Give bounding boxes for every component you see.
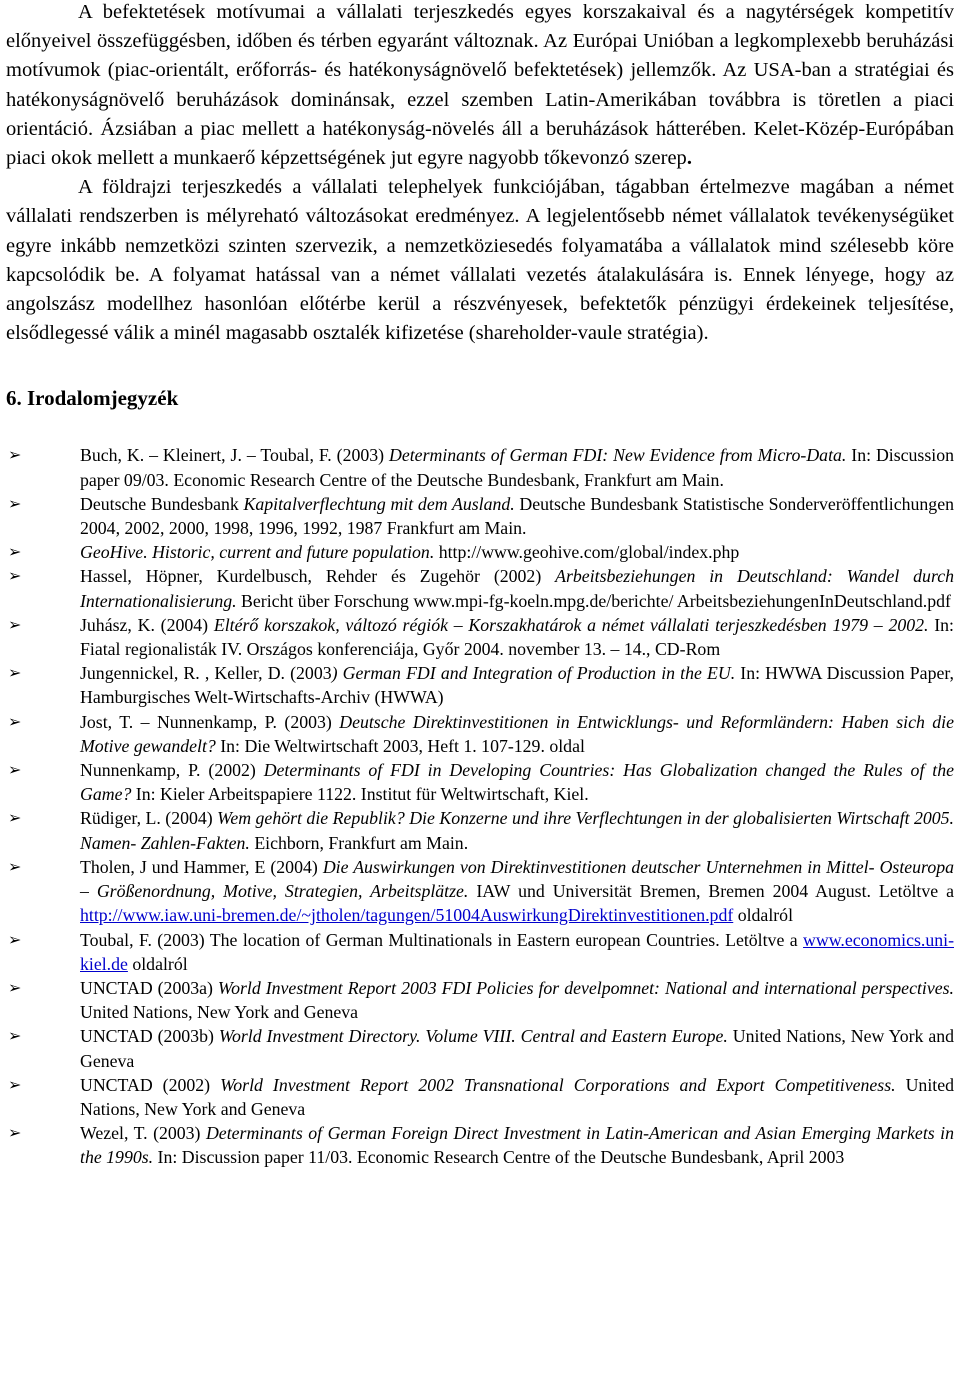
reference-title: Die Auswirkungen von Direktinvestitionen deutscher Unternehmen in Mittel- Osteuropa ‒ Größenordnung, Motive, Strategien, Arbeitsplätze.	[80, 856, 954, 902]
reference-item	[6, 976, 954, 1024]
reference-source: In: Die Weltwirtschaft 2003, Heft 1. 107-129. oldal	[215, 735, 585, 756]
reference-text: Tholen, J und Hammer, E (2004)	[80, 856, 323, 877]
arrow-bullet-icon: ➢	[8, 977, 22, 997]
paragraph-investment-motives-text: A befektetések motívumai a vállalati terjeszkedés egyes korszakaival és a nagytérségek kompetitív előnyeivel összefüggésben, időben és térben egyaránt változnak. Az Európai Unióban a legkomplexebb beruházási motívumok (piac-orientált, erőforrás- és hatékonyságnövelő befektetések) jellemzők. Az USA-ban a stratégiai és hatékonyságnövelő beruházások dominánsak, ezzel szemben Latin-Amerikában továbbra is töretlen a piaci orientáció. Ázsiában a piac mellett a hatékonyság-növelés áll a beruházások hátterében. Kelet-Közép-Európában piaci okok mellett a munkaerő képzettségének jut egyre nagyobb tőkevonzó szerep	[6, 1, 954, 170]
reference-text: Nunnenkamp, P. (2002)	[80, 760, 264, 781]
reference-text: Juhász, K. (2004)	[80, 614, 214, 635]
reference-title: World Investment Directory. Volume VIII. Central and Eastern Europe.	[218, 1026, 728, 1047]
reference-link[interactable]: www.economics.uni-kiel.de	[80, 929, 954, 974]
reference-title: Wem gehört die Republik? Die Konzerne und ihre Verflechtungen in der globalisierten Wirtschaft 2005. Namen- Zahlen-Fakten.	[80, 808, 954, 853]
reference-list	[6, 443, 954, 1169]
reference-source: In: Discussion paper 11/03. Economic Research Centre of the Deutsche Bundesbank, April 2003	[153, 1147, 845, 1168]
reference-item	[6, 564, 954, 612]
reference-item	[6, 710, 954, 758]
arrow-bullet-icon: ➢	[8, 1123, 22, 1143]
reference-source: http://www.geohive.com/global/index.php	[434, 542, 740, 563]
reference-source: IAW und Universität Bremen, Bremen 2004 August. Letöltve a	[468, 881, 955, 902]
paragraph-investment-motives	[6, 0, 954, 173]
reference-item	[6, 928, 954, 976]
reference-text: UNCTAD (2002)	[80, 1074, 221, 1095]
reference-source: United Nations, New York and Geneva	[80, 1002, 359, 1023]
reference-title: ) German FDI and Integration of Production in the EU.	[331, 663, 736, 684]
reference-source: Bericht über Forschung www.mpi-fg-koeln.mpg.de/berichte/ ArbeitsbeziehungenInDeutschland.pdf	[236, 590, 951, 611]
reference-title: Arbeitsbeziehungen in Deutschland: Wandel durch Internationalisierung.	[80, 566, 954, 611]
reference-item	[6, 855, 954, 928]
arrow-bullet-icon: ➢	[8, 1074, 22, 1094]
reference-source: In: Fiatal regionalisták IV. Országos konferenciája, Győr 2004. november 13. ‒ 14., CD-Rom	[80, 614, 954, 660]
paragraph-geographic-expansion: A földrajzi terjeszkedés a vállalati telephelyek funkciójában, tágabban értelmezve magában a német vállalati rendszerben is mélyreható változásokat eredményez. A legjelentősebb német vállalatok tevékenységüket egyre inkább nemzetközi szinten szervezik, a nemzetköziesedés folyamatába a vállalatok mind szélesebb köre kapcsolódik be. A folyamat hatással van a német vállalati vezetés átalakulására is. Ennek lényege, hogy az angolszász modellhez hasonlóan előtérbe kerül a részvényesek, befektetők pénzügyi érdekeinek teljesítése, elsődlegessé válik a minél magasabb osztalék kifizetése (shareholder-vaule stratégia).	[6, 176, 954, 345]
reference-source: Deutsche Bundesbank Statistische Sonderveröffentlichungen 2004, 2002, 2000, 1998, 1996, 1992, 1987 Frankfurt am Main.	[80, 493, 954, 539]
reference-item	[6, 758, 954, 806]
reference-link[interactable]: http://www.iaw.uni-bremen.de/~jtholen/tagungen/51004AuswirkungDirektinvestitionen.pdf	[80, 905, 734, 926]
reference-title: Eltérő korszakok, változó régiók ‒ Korszakhatárok a német vállalati terjeszkedésben 1979 ‒ 2002.	[213, 614, 929, 635]
reference-source: In: Kieler Arbeitspapiere 1122. Institut für Weltwirtschaft, Kiel.	[131, 784, 589, 805]
arrow-bullet-icon: ➢	[8, 542, 22, 562]
reference-item	[6, 806, 954, 854]
reference-source: United Nations, New York and Geneva	[80, 1074, 954, 1119]
reference-item	[6, 1073, 954, 1121]
reference-text: UNCTAD (2003a)	[80, 977, 218, 998]
reference-text: Jost, T. ‒ Nunnenkamp, P. (2003)	[80, 711, 340, 732]
arrow-bullet-icon: ➢	[8, 566, 22, 586]
reference-text: Rüdiger, L. (2004)	[80, 808, 218, 829]
reference-title: Kapitalverflechtung mit dem Ausland.	[243, 493, 515, 514]
reference-text: UNCTAD (2003b)	[80, 1026, 219, 1047]
reference-suffix: oldalról	[127, 953, 188, 974]
reference-text: Toubal, F. (2003) The location of German Multinationals in Eastern european Countries. Letöltve a	[80, 929, 804, 950]
arrow-bullet-icon: ➢	[8, 493, 22, 513]
reference-title: Determinants of German Foreign Direct Investment in Latin-American and Asian Emerging Markets in the 1990s.	[80, 1123, 955, 1168]
reference-title: Determinants of German FDI: New Evidence from Micro-Data.	[389, 445, 847, 466]
reference-source: United Nations, New York and Geneva	[80, 1026, 954, 1071]
reference-item	[6, 661, 954, 709]
arrow-bullet-icon: ➢	[8, 445, 22, 465]
reference-title: World Investment Report 2002 Transnational Corporations and Export Competitiveness.	[220, 1074, 896, 1095]
reference-item	[6, 613, 954, 661]
arrow-bullet-icon: ➢	[8, 1026, 22, 1046]
reference-item	[6, 492, 954, 540]
reference-text: Buch, K. ‒ Kleinert, J. ‒ Toubal, F. (2003)	[80, 445, 389, 466]
reference-item	[6, 1121, 954, 1169]
arrow-bullet-icon: ➢	[8, 711, 22, 731]
reference-source: In: HWWA Discussion Paper, Hamburgisches Welt-Wirtschafts-Archiv (HWWA)	[80, 663, 955, 708]
paragraph-investment-motives-period: .	[686, 147, 692, 170]
reference-text: Jungennickel, R. , Keller, D. (2003	[80, 663, 332, 684]
reference-suffix: oldalról	[733, 905, 794, 926]
section-heading-bibliography: 6. Irodalomjegyzék	[6, 386, 179, 411]
reference-title: World Investment Report 2003 FDI Policies for develpomnet: National and international perspectives.	[217, 977, 954, 998]
arrow-bullet-icon: ➢	[8, 760, 22, 780]
reference-item	[6, 540, 954, 564]
reference-title: Determinants of FDI in Developing Countries: Has Globalization changed the Rules of the Game?	[80, 760, 954, 805]
reference-item	[6, 443, 954, 491]
reference-source: Eichborn, Frankfurt am Main.	[249, 832, 469, 853]
reference-title: GeoHive. Historic, current and future population.	[80, 542, 435, 563]
reference-text: Deutsche Bundesbank	[80, 493, 244, 514]
arrow-bullet-icon: ➢	[8, 856, 22, 876]
reference-text: Hassel, Höpner, Kurdelbusch, Rehder és Zugehör (2002)	[80, 566, 556, 587]
reference-title: Deutsche Direktinvestitionen in Entwicklungs- und Reformländern: Haben sich die Motive gewandelt?	[80, 711, 954, 756]
reference-item	[6, 1024, 954, 1072]
reference-source: In: Discussion paper 09/03. Economic Research Centre of the Deutsche Bundesbank, Frankfurt am Main.	[80, 445, 954, 490]
arrow-bullet-icon: ➢	[8, 808, 22, 828]
arrow-bullet-icon: ➢	[8, 663, 22, 683]
reference-text: Wezel, T. (2003)	[80, 1123, 206, 1144]
arrow-bullet-icon: ➢	[8, 614, 22, 634]
arrow-bullet-icon: ➢	[8, 929, 22, 949]
